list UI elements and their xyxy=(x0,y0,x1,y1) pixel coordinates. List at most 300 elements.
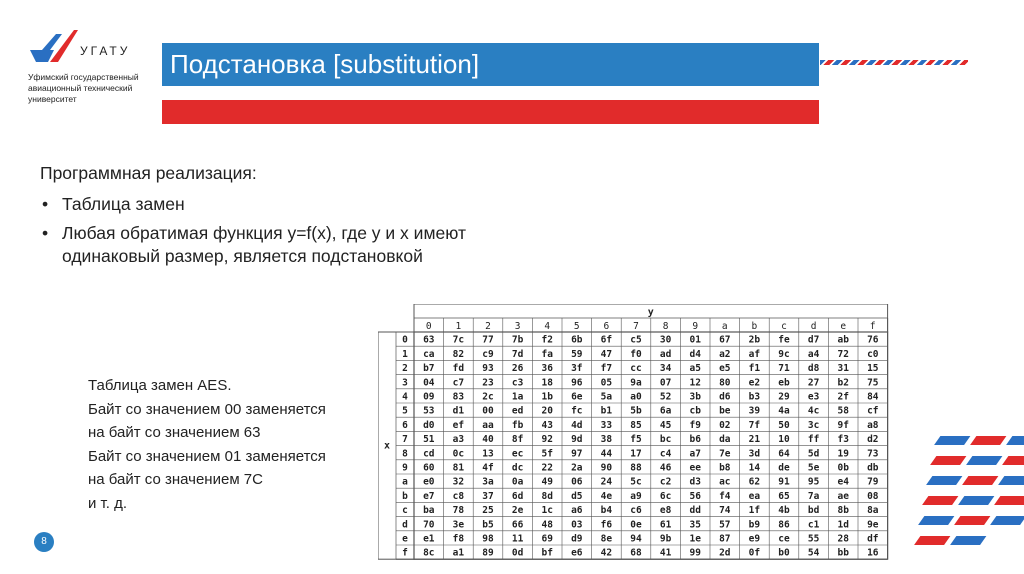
sbox-cell: 47 xyxy=(600,348,613,360)
sbox-cell: 3c xyxy=(807,419,820,431)
sbox-cell: 69 xyxy=(541,533,553,545)
sbox-cell: 6c xyxy=(659,490,672,502)
sbox-cell: d1 xyxy=(452,405,465,417)
row-header: 6 xyxy=(402,419,408,431)
sbox-cell: db xyxy=(867,462,879,474)
sbox-cell: 2d xyxy=(719,547,731,559)
sbox-cell: 7e xyxy=(719,448,731,460)
sbox-cell: a8 xyxy=(867,419,879,431)
sbox-cell: d2 xyxy=(867,434,879,446)
sbox-cell: 5d xyxy=(807,448,820,460)
row-header: a xyxy=(402,476,408,488)
sbox-cell: 1d xyxy=(837,519,849,531)
sbox-cell: 96 xyxy=(571,377,583,389)
sbox-cell: 5a xyxy=(600,391,613,403)
sbox-cell: 87 xyxy=(719,533,731,545)
col-header: 0 xyxy=(425,321,432,332)
sbox-cell: 30 xyxy=(659,334,672,346)
sbox-cell: e6 xyxy=(571,547,583,559)
sbox-cell: 53 xyxy=(423,405,435,417)
sbox-cell: cf xyxy=(867,405,879,417)
sbox-cell: 77 xyxy=(482,334,494,346)
logo-subtitle-line: авиационный технический xyxy=(28,83,133,93)
sbox-cell: 82 xyxy=(452,348,465,360)
sbox-cell: a4 xyxy=(807,348,820,360)
sbox-cell: 67 xyxy=(719,334,731,346)
sbox-cell: 6f xyxy=(600,334,613,346)
sbox-cell: 92 xyxy=(541,434,553,446)
sbox-cell: ae xyxy=(837,490,849,502)
sbox-cell: f7 xyxy=(600,363,613,375)
sbox-cell: 13 xyxy=(482,448,494,460)
row-header: 7 xyxy=(402,434,408,446)
sbox-cell: b9 xyxy=(748,519,761,531)
note-line: Байт со значением 01 заменяется xyxy=(88,447,326,465)
sbox-cell: 62 xyxy=(748,476,761,488)
note-line: на байт со значением 7C xyxy=(88,471,263,488)
sbox-cell: de xyxy=(778,462,790,474)
sbox-cell: 1c xyxy=(541,505,553,517)
sbox-cell: 8a xyxy=(867,505,879,517)
sbox-cell: df xyxy=(867,533,879,545)
sbox-cell: 11 xyxy=(511,533,524,545)
sbox-cell: 86 xyxy=(778,519,790,531)
sbox-cell: 90 xyxy=(600,462,613,474)
sbox-cell: a9 xyxy=(630,490,642,502)
sbox-cell: 23 xyxy=(482,377,494,389)
sbox-cell: 09 xyxy=(423,391,435,403)
sbox-cell: c0 xyxy=(867,348,879,360)
sbox-cell: 6a xyxy=(659,405,672,417)
sbox-cell: 91 xyxy=(778,476,790,488)
sbox-cell: 55 xyxy=(807,533,820,545)
sbox-cell: e1 xyxy=(423,533,435,545)
sbox-cell: af xyxy=(748,348,761,360)
sbox-cell: 70 xyxy=(423,519,435,531)
sbox-cell: 78 xyxy=(452,505,465,517)
sbox-cell: bc xyxy=(659,434,672,446)
sbox-cell: 18 xyxy=(541,377,553,389)
sbox-cell: 9c xyxy=(778,348,790,360)
sbox-cell: 61 xyxy=(659,519,672,531)
aes-note xyxy=(88,374,391,515)
sbox-cell: f4 xyxy=(719,490,731,502)
sbox-cell: f8 xyxy=(452,533,465,545)
sbox-cell: b8 xyxy=(719,462,731,474)
sbox-cell: ef xyxy=(452,419,465,431)
sbox-cell: 89 xyxy=(482,547,494,559)
sbox-cell: 4f xyxy=(482,462,494,474)
sbox-cell: 81 xyxy=(452,462,465,474)
sbox-cell: 4b xyxy=(778,505,790,517)
sbox-cell: 2a xyxy=(571,462,583,474)
sbox-cell: a5 xyxy=(689,363,701,375)
slide-body xyxy=(40,162,520,274)
sbox-cell: fe xyxy=(778,334,790,346)
sbox-cell: 22 xyxy=(541,462,553,474)
sbox-cell: a0 xyxy=(630,391,642,403)
logo-subtitle-line: университет xyxy=(28,94,77,104)
sbox-cell: e8 xyxy=(659,505,672,517)
sbox-cell: 06 xyxy=(571,476,583,488)
sbox-cell: 3d xyxy=(748,448,761,460)
sbox-cell: b5 xyxy=(482,519,494,531)
sbox-cell: c7 xyxy=(452,377,465,389)
sbox-cell: ee xyxy=(689,462,701,474)
sbox-cell: ff xyxy=(807,434,820,446)
sbox-cell: e2 xyxy=(748,377,761,389)
sbox-cell: 50 xyxy=(778,419,790,431)
sbox-cell: 88 xyxy=(630,462,642,474)
sbox-cell: bf xyxy=(541,547,553,559)
sbox-cell: 8c xyxy=(423,547,435,559)
sbox-cell: a7 xyxy=(689,448,701,460)
aes-sbox-table xyxy=(378,304,890,560)
sbox-cell: a3 xyxy=(452,434,465,446)
sbox-cell: 9f xyxy=(837,419,849,431)
sbox-cell: 35 xyxy=(689,519,701,531)
sbox-cell: 71 xyxy=(778,363,790,375)
sbox-cell: 83 xyxy=(452,391,465,403)
sbox-cell: 28 xyxy=(837,533,849,545)
sbox-cell: 7d xyxy=(511,348,524,360)
col-header: 8 xyxy=(662,321,669,332)
sbox-cell: 98 xyxy=(482,533,494,545)
sbox-cell: cc xyxy=(630,363,642,375)
sbox-cell: cd xyxy=(423,448,435,460)
sbox-cell: 15 xyxy=(867,363,879,375)
sbox-cell: 57 xyxy=(719,519,731,531)
sbox-cell: b0 xyxy=(778,547,790,559)
sbox-cell: c9 xyxy=(482,348,494,360)
sbox-cell: 14 xyxy=(748,462,761,474)
sbox-cell: ac xyxy=(719,476,731,488)
sbox-cell: 74 xyxy=(719,505,731,517)
sbox-cell: 01 xyxy=(689,334,701,346)
sbox-cell: d4 xyxy=(689,348,701,360)
sbox-cell: 93 xyxy=(482,363,494,375)
sbox-cell: da xyxy=(719,434,731,446)
sbox-cell: b2 xyxy=(837,377,849,389)
sbox-cell: 1a xyxy=(511,391,524,403)
sbox-cell: 46 xyxy=(659,462,672,474)
sbox-cell: 29 xyxy=(778,391,790,403)
sbox-cell: b7 xyxy=(423,363,435,375)
sbox-cell: 40 xyxy=(482,434,494,446)
sbox-cell: 58 xyxy=(837,405,849,417)
red-accent-bar xyxy=(162,100,819,124)
sbox-cell: 7c xyxy=(452,334,465,346)
sbox-cell: 08 xyxy=(867,490,879,502)
logo-mark-icon xyxy=(28,28,78,64)
sbox-cell: b4 xyxy=(600,505,613,517)
sbox-cell: 49 xyxy=(541,476,553,488)
intro-text: Программная реализация: xyxy=(40,163,257,183)
sbox-cell: e4 xyxy=(837,476,849,488)
sbox-cell: 73 xyxy=(867,448,879,460)
sbox-cell: 52 xyxy=(659,391,672,403)
sbox-cell: 10 xyxy=(778,434,790,446)
note-line: и т. д. xyxy=(88,494,128,512)
sbox-cell: e5 xyxy=(719,363,731,375)
sbox-cell: 27 xyxy=(807,377,820,389)
sbox-cell: 48 xyxy=(541,519,553,531)
sbox-cell: 25 xyxy=(482,505,494,517)
sbox-cell: 42 xyxy=(600,547,613,559)
sbox-cell: 17 xyxy=(630,448,642,460)
sbox-cell: bb xyxy=(837,547,849,559)
sbox-cell: 1b xyxy=(541,391,553,403)
sbox-cell: 3a xyxy=(482,476,494,488)
sbox-cell: 4a xyxy=(778,405,790,417)
sbox-cell: 64 xyxy=(778,448,790,460)
sbox-cell: e0 xyxy=(423,476,435,488)
sbox-cell: ed xyxy=(511,405,524,417)
row-header: c xyxy=(402,505,408,517)
sbox-cell: ab xyxy=(837,334,849,346)
sbox-cell: 5e xyxy=(807,462,820,474)
sbox-cell: 44 xyxy=(600,448,613,460)
col-header: 7 xyxy=(633,321,639,332)
sbox-cell: 24 xyxy=(600,476,613,488)
sbox-cell: 3e xyxy=(452,519,465,531)
sbox-cell: 04 xyxy=(423,377,435,389)
sbox-cell: bd xyxy=(807,505,820,517)
x-axis-label: x xyxy=(383,440,391,452)
row-header: 2 xyxy=(402,363,408,375)
sbox-cell: fd xyxy=(452,363,465,375)
sbox-cell: 2b xyxy=(748,334,761,346)
sbox-cell: d6 xyxy=(719,391,731,403)
row-header: 4 xyxy=(402,391,408,403)
sbox-cell: d5 xyxy=(571,490,583,502)
row-header: e xyxy=(402,533,408,545)
sbox-cell: a6 xyxy=(571,505,583,517)
sbox-cell: 51 xyxy=(423,434,435,446)
sbox-cell: 3b xyxy=(689,391,701,403)
sbox-cell: 3f xyxy=(571,363,583,375)
sbox-cell: 72 xyxy=(837,348,849,360)
sbox-cell: a1 xyxy=(452,547,465,559)
sbox-cell: 02 xyxy=(719,419,731,431)
sbox-cell: 8d xyxy=(541,490,553,502)
sbox-cell: 7a xyxy=(807,490,820,502)
sbox-cell: 8b xyxy=(837,505,849,517)
sbox-cell: 8f xyxy=(511,434,524,446)
sbox-cell: 1f xyxy=(748,505,761,517)
page-number: 8 xyxy=(34,532,54,552)
sbox-cell: c6 xyxy=(630,505,642,517)
sbox-cell: 26 xyxy=(511,363,524,375)
sbox-cell: 0c xyxy=(452,448,465,460)
sbox-cell: 9e xyxy=(867,519,879,531)
decorative-stripes-icon xyxy=(906,428,1024,548)
sbox-cell: c4 xyxy=(659,448,672,460)
sbox-cell: d7 xyxy=(807,334,820,346)
sbox-cell: 38 xyxy=(600,434,613,446)
sbox-cell: 2c xyxy=(482,391,494,403)
sbox-cell: 4e xyxy=(600,490,613,502)
sbox-cell: 05 xyxy=(600,377,613,389)
sbox-cell: 45 xyxy=(659,419,672,431)
sbox-cell: 32 xyxy=(452,476,465,488)
logo-name: УГАТУ xyxy=(80,44,131,58)
row-header: 0 xyxy=(402,334,408,346)
sbox-cell: 9b xyxy=(659,533,672,545)
sbox-cell: 5f xyxy=(541,448,553,460)
sbox-cell: fa xyxy=(541,348,553,360)
sbox-cell: c3 xyxy=(511,377,524,389)
col-header: a xyxy=(721,321,728,332)
sbox-cell: 07 xyxy=(659,377,672,389)
sbox-cell: f0 xyxy=(630,348,642,360)
sbox-cell: 43 xyxy=(541,419,553,431)
sbox-cell: f2 xyxy=(541,334,553,346)
row-header: b xyxy=(402,490,408,502)
sbox-cell: ca xyxy=(423,348,435,360)
sbox-cell: ce xyxy=(778,533,790,545)
sbox-cell: f3 xyxy=(837,434,849,446)
sbox-cell: 1e xyxy=(689,533,701,545)
sbox-cell: 99 xyxy=(689,547,701,559)
sbox-cell: 12 xyxy=(689,377,701,389)
sbox-cell: c2 xyxy=(659,476,672,488)
sbox-cell: cb xyxy=(689,405,701,417)
note-line: Байт со значением 00 заменяется xyxy=(88,400,326,418)
sbox-cell: 8e xyxy=(600,533,613,545)
col-header: d xyxy=(810,321,817,332)
sbox-cell: 37 xyxy=(482,490,494,502)
sbox-cell: 60 xyxy=(423,462,435,474)
sbox-cell: d3 xyxy=(689,476,701,488)
row-header: d xyxy=(402,519,408,531)
sbox-cell: ec xyxy=(511,448,524,460)
sbox-cell: 2e xyxy=(511,505,524,517)
sbox-cell: b3 xyxy=(748,391,761,403)
row-header: 3 xyxy=(402,377,408,389)
note-line: на байт со значением 63 xyxy=(88,424,261,441)
sbox-cell: e9 xyxy=(748,533,761,545)
sbox-cell: 0f xyxy=(748,547,761,559)
sbox-cell: 6d xyxy=(511,490,524,502)
sbox-cell: 16 xyxy=(867,547,879,559)
sbox-cell: f6 xyxy=(600,519,613,531)
sbox-cell: f5 xyxy=(630,434,642,446)
sbox-cell: 76 xyxy=(867,334,879,346)
note-line: Таблица замен AES. xyxy=(88,377,232,394)
col-header: 2 xyxy=(485,321,491,332)
col-header: 1 xyxy=(455,321,462,332)
sbox-cell: 65 xyxy=(778,490,790,502)
sbox-cell: a2 xyxy=(719,348,731,360)
sbox-cell: 6e xyxy=(571,391,583,403)
sbox-cell: 7f xyxy=(748,419,761,431)
sbox-cell: 59 xyxy=(571,348,583,360)
sbox-cell: 68 xyxy=(630,547,642,559)
sbox-cell: 66 xyxy=(511,519,524,531)
sbox-cell: ea xyxy=(748,490,761,502)
sbox-cell: 36 xyxy=(541,363,553,375)
logo-subtitle-line: Уфимский государственный xyxy=(28,72,139,82)
sbox-cell: 84 xyxy=(867,391,879,403)
sbox-cell: 39 xyxy=(748,405,761,417)
sbox-cell: 54 xyxy=(807,547,820,559)
sbox-cell: c5 xyxy=(630,334,642,346)
sbox-cell: 79 xyxy=(867,476,879,488)
logo-subtitle xyxy=(28,72,158,105)
sbox-cell: 5c xyxy=(630,476,642,488)
sbox-cell: 94 xyxy=(630,533,642,545)
sbox-cell: 19 xyxy=(837,448,849,460)
col-header: e xyxy=(840,321,847,332)
col-header: f xyxy=(869,321,876,332)
sbox-cell: 9a xyxy=(630,377,642,389)
sbox-cell: 75 xyxy=(867,377,879,389)
sbox-cell: aa xyxy=(482,419,494,431)
bullet-item: • Таблица замен xyxy=(40,193,520,216)
sbox-cell: be xyxy=(719,405,731,417)
sbox-cell: 34 xyxy=(659,363,672,375)
sbox-cell: eb xyxy=(778,377,790,389)
sbox-cell: ba xyxy=(423,505,435,517)
col-header: 9 xyxy=(692,321,699,332)
sbox-cell: 56 xyxy=(689,490,701,502)
sbox-cell: 85 xyxy=(630,419,642,431)
col-header: 3 xyxy=(514,321,521,332)
sbox-cell: 41 xyxy=(659,547,672,559)
sbox-cell: 4d xyxy=(571,419,583,431)
col-header: 5 xyxy=(573,321,580,332)
col-header: b xyxy=(751,321,758,332)
row-header: f xyxy=(402,547,408,559)
sbox-cell: e7 xyxy=(423,490,435,502)
sbox-cell: 63 xyxy=(423,334,435,346)
sbox-cell: 00 xyxy=(482,405,494,417)
university-logo xyxy=(28,28,158,128)
sbox-cell: b6 xyxy=(689,434,701,446)
sbox-cell: f1 xyxy=(748,363,761,375)
sbox-cell: 0d xyxy=(511,547,524,559)
col-header: c xyxy=(781,321,787,332)
sbox-cell: ad xyxy=(659,348,672,360)
sbox-cell: 5b xyxy=(630,405,642,417)
sbox-cell: 31 xyxy=(837,363,849,375)
sbox-cell: 0b xyxy=(837,462,849,474)
sbox-cell: 6b xyxy=(571,334,583,346)
row-header: 5 xyxy=(402,405,408,417)
row-header: 9 xyxy=(402,462,408,474)
sbox-cell: 80 xyxy=(719,377,731,389)
sbox-cell: 2f xyxy=(837,391,849,403)
sbox-cell: f9 xyxy=(689,419,701,431)
sbox-cell: d9 xyxy=(571,533,583,545)
sbox-cell: d0 xyxy=(423,419,435,431)
col-header: 6 xyxy=(603,321,610,332)
row-header: 1 xyxy=(402,348,408,360)
sbox-cell: 95 xyxy=(807,476,820,488)
col-header: 4 xyxy=(544,321,551,332)
decorative-stripe xyxy=(820,60,968,65)
sbox-cell: fb xyxy=(511,419,524,431)
sbox-cell: dc xyxy=(511,462,524,474)
sbox-cell: d8 xyxy=(807,363,820,375)
sbox-cell: b1 xyxy=(600,405,613,417)
sbox-cell: 33 xyxy=(600,419,613,431)
sbox-cell: c1 xyxy=(807,519,820,531)
sbox-cell: 03 xyxy=(571,519,583,531)
sbox-cell: 0e xyxy=(630,519,642,531)
sbox-cell: 7b xyxy=(511,334,524,346)
